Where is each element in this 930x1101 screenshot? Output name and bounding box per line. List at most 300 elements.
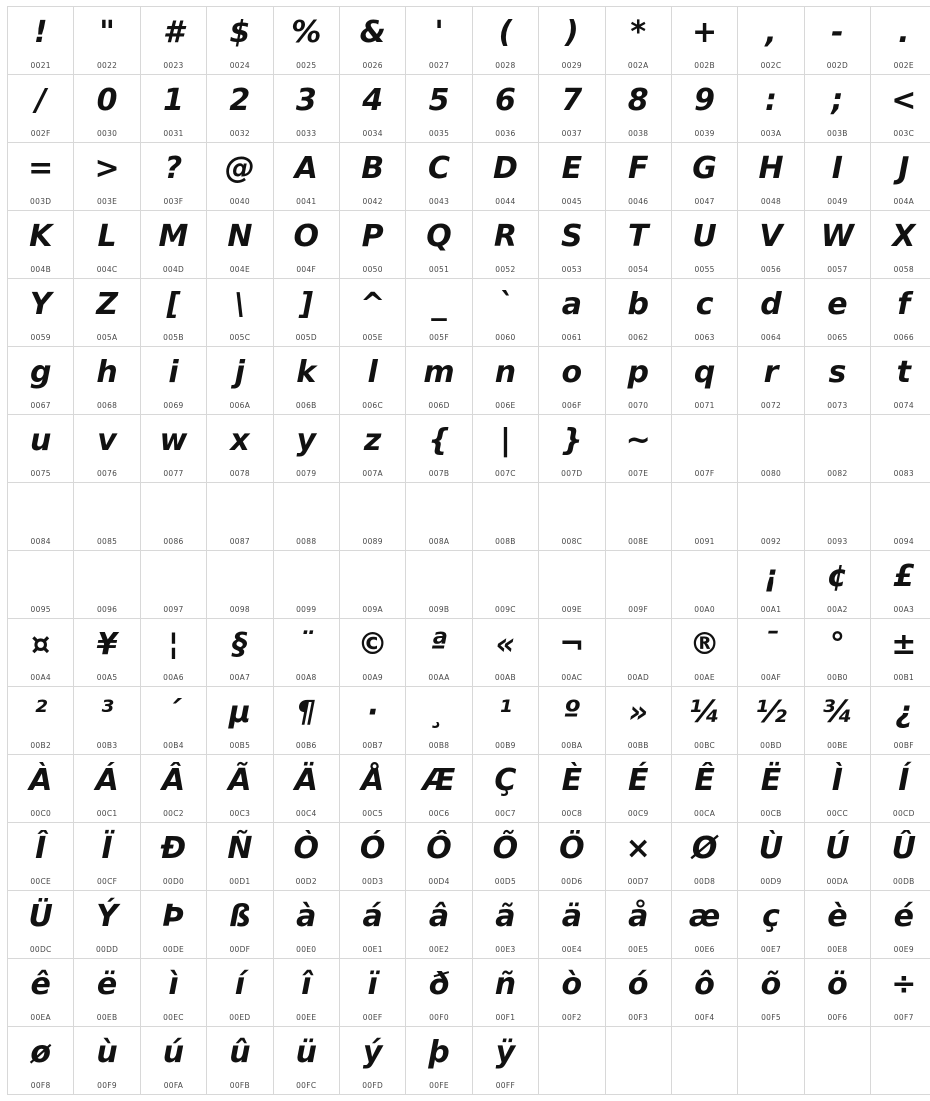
glyph-character: 8 [606,79,671,123]
glyph-cell[interactable] [8,959,74,1027]
glyph-cell[interactable] [472,1027,538,1095]
glyph-cell[interactable] [406,347,472,415]
glyph-codepoint: 00E2 [406,945,471,954]
glyph-cell[interactable] [406,211,472,279]
glyph-cell[interactable] [605,7,671,75]
glyph-cell[interactable] [8,279,74,347]
glyph-cell[interactable] [273,891,339,959]
glyph-codepoint: 0094 [871,537,930,546]
glyph-codepoint: 00D1 [207,877,272,886]
glyph-cell[interactable] [472,823,538,891]
glyph-character: ÿ [473,1031,538,1075]
glyph-cell[interactable] [406,823,472,891]
glyph-cell[interactable] [472,211,538,279]
glyph-cell[interactable] [273,687,339,755]
glyph-character [340,487,405,531]
glyph-row [8,211,930,279]
glyph-cell[interactable] [74,7,140,75]
glyph-cell[interactable] [339,551,405,619]
glyph-cell[interactable] [273,211,339,279]
glyph-cell[interactable] [8,483,74,551]
glyph-cell[interactable] [539,279,605,347]
glyph-cell[interactable] [140,415,206,483]
glyph-cell[interactable] [671,75,737,143]
glyph-cell[interactable] [8,347,74,415]
glyph-cell[interactable] [339,75,405,143]
glyph-cell[interactable] [605,347,671,415]
glyph-codepoint: 00C3 [207,809,272,818]
glyph-cell[interactable] [472,483,538,551]
glyph-cell[interactable] [605,483,671,551]
glyph-cell[interactable] [804,551,870,619]
glyph-codepoint: 00F1 [473,1013,538,1022]
glyph-codepoint: 00FF [473,1081,538,1090]
glyph-cell[interactable] [539,755,605,823]
glyph-cell[interactable] [140,279,206,347]
glyph-cell[interactable] [871,347,930,415]
glyph-codepoint: 00D3 [340,877,405,886]
glyph-codepoint: 00B7 [340,741,405,750]
glyph-character: ¨ [274,623,339,667]
glyph-codepoint: 00D4 [406,877,471,886]
glyph-cell[interactable] [804,483,870,551]
glyph-cell[interactable] [738,143,804,211]
glyph-cell[interactable] [8,143,74,211]
glyph-codepoint: 0047 [672,197,737,206]
glyph-cell[interactable] [671,687,737,755]
glyph-character: ê [8,963,73,1007]
glyph-cell[interactable] [8,415,74,483]
glyph-cell[interactable] [871,551,930,619]
glyph-character [141,555,206,599]
glyph-cell[interactable] [871,959,930,1027]
glyph-cell[interactable] [207,959,273,1027]
glyph-cell[interactable] [74,1027,140,1095]
glyph-cell[interactable] [74,483,140,551]
glyph-codepoint: 00A9 [340,673,405,682]
glyph-cell[interactable] [738,347,804,415]
glyph-cell[interactable] [804,959,870,1027]
glyph-cell[interactable] [74,687,140,755]
glyph-cell[interactable] [539,143,605,211]
glyph-cell[interactable] [539,959,605,1027]
glyph-cell[interactable] [207,891,273,959]
glyph-cell[interactable] [273,1027,339,1095]
glyph-cell[interactable] [74,279,140,347]
glyph-cell[interactable] [871,823,930,891]
glyph-cell[interactable] [339,687,405,755]
glyph-codepoint: 0027 [406,61,471,70]
glyph-cell[interactable] [605,619,671,687]
glyph-cell[interactable] [207,347,273,415]
glyph-character: B [340,147,405,191]
glyph-character: ¶ [274,691,339,735]
glyph-cell[interactable] [339,823,405,891]
glyph-cell[interactable] [406,143,472,211]
glyph-cell[interactable] [406,619,472,687]
glyph-cell[interactable] [605,143,671,211]
glyph-cell[interactable] [8,551,74,619]
glyph-character: 0 [74,79,139,123]
glyph-cell[interactable] [605,75,671,143]
glyph-cell[interactable] [871,75,930,143]
glyph-character [74,555,139,599]
glyph-cell[interactable] [472,7,538,75]
glyph-codepoint: 00B1 [871,673,930,682]
glyph-cell[interactable] [539,347,605,415]
glyph-cell[interactable] [804,823,870,891]
glyph-cell[interactable] [472,143,538,211]
glyph-cell[interactable] [339,279,405,347]
glyph-cell[interactable] [605,959,671,1027]
glyph-codepoint: 00F2 [539,1013,604,1022]
glyph-character: ä [539,895,604,939]
glyph-cell[interactable] [140,1027,206,1095]
glyph-cell[interactable] [339,1027,405,1095]
glyph-cell[interactable] [738,687,804,755]
glyph-character: á [340,895,405,939]
glyph-cell[interactable] [273,415,339,483]
glyph-cell[interactable] [140,551,206,619]
glyph-cell[interactable] [406,891,472,959]
glyph-character: \ [207,283,272,327]
glyph-cell[interactable] [207,211,273,279]
glyph-cell[interactable] [406,75,472,143]
glyph-codepoint: 0089 [340,537,405,546]
glyph-character [274,487,339,531]
glyph-cell[interactable] [406,959,472,1027]
glyph-cell[interactable] [671,823,737,891]
glyph-character: Ò [274,827,339,871]
glyph-cell[interactable] [339,211,405,279]
glyph-cell[interactable] [207,619,273,687]
glyph-cell[interactable] [8,755,74,823]
glyph-cell[interactable] [671,415,737,483]
glyph-cell[interactable] [472,75,538,143]
glyph-cell[interactable] [871,891,930,959]
glyph-cell[interactable] [539,75,605,143]
glyph-cell[interactable] [472,551,538,619]
glyph-cell[interactable] [738,7,804,75]
glyph-cell[interactable] [273,619,339,687]
glyph-cell[interactable] [605,551,671,619]
glyph-cell[interactable] [804,75,870,143]
glyph-cell[interactable] [339,7,405,75]
glyph-codepoint: 004E [207,265,272,274]
glyph-cell[interactable] [207,823,273,891]
glyph-codepoint: 0092 [738,537,803,546]
glyph-cell[interactable] [207,483,273,551]
glyph-cell[interactable] [8,823,74,891]
glyph-cell[interactable] [671,755,737,823]
glyph-cell[interactable] [207,687,273,755]
glyph-cell[interactable] [207,279,273,347]
glyph-codepoint: 00E4 [539,945,604,954]
glyph-cell[interactable] [539,823,605,891]
glyph-codepoint: 006B [274,401,339,410]
glyph-codepoint: 008A [406,537,471,546]
glyph-cell[interactable] [804,7,870,75]
glyph-codepoint: 00B4 [141,741,206,750]
glyph-cell[interactable] [207,551,273,619]
glyph-character: F [606,147,671,191]
glyph-cell[interactable] [472,619,538,687]
glyph-cell[interactable] [8,891,74,959]
glyph-cell[interactable] [74,75,140,143]
glyph-character: Î [8,827,73,871]
glyph-cell[interactable] [871,7,930,75]
glyph-cell[interactable] [140,687,206,755]
glyph-character: E [539,147,604,191]
glyph-cell[interactable] [804,891,870,959]
glyph-cell[interactable] [207,1027,273,1095]
glyph-cell[interactable] [74,959,140,1027]
glyph-cell[interactable] [406,279,472,347]
glyph-cell[interactable] [273,823,339,891]
glyph-character: J [871,147,930,191]
glyph-cell[interactable] [273,279,339,347]
glyph-cell[interactable] [273,75,339,143]
glyph-cell[interactable] [671,551,737,619]
glyph-cell[interactable] [74,823,140,891]
glyph-cell[interactable] [140,347,206,415]
glyph-cell[interactable] [671,891,737,959]
glyph-cell[interactable] [671,619,737,687]
glyph-cell[interactable] [406,1027,472,1095]
glyph-cell[interactable] [273,959,339,1027]
glyph-character: Ï [74,827,139,871]
glyph-cell[interactable] [339,483,405,551]
glyph-cell[interactable] [472,687,538,755]
glyph-cell[interactable] [140,7,206,75]
glyph-cell[interactable] [140,143,206,211]
glyph-cell[interactable] [406,483,472,551]
glyph-codepoint: 0040 [207,197,272,206]
glyph-cell[interactable] [738,755,804,823]
glyph-codepoint: 0088 [274,537,339,546]
glyph-cell[interactable] [140,959,206,1027]
glyph-cell[interactable] [8,7,74,75]
glyph-codepoint: 0061 [539,333,604,342]
glyph-cell[interactable] [140,823,206,891]
glyph-cell[interactable] [539,483,605,551]
glyph-character: o [539,351,604,395]
glyph-cell[interactable] [804,415,870,483]
glyph-character: Í [871,759,930,803]
glyph-character: M [141,215,206,259]
glyph-cell[interactable] [140,619,206,687]
glyph-codepoint: 003C [871,129,930,138]
glyph-character: ö [805,963,870,1007]
glyph-character: ~ [606,419,671,463]
glyph-character: m [406,351,471,395]
glyph-character: t [871,351,930,395]
glyph-cell[interactable] [472,755,538,823]
glyph-cell[interactable] [804,143,870,211]
glyph-cell[interactable] [74,619,140,687]
glyph-cell[interactable] [406,7,472,75]
glyph-cell[interactable] [273,483,339,551]
glyph-cell[interactable] [74,891,140,959]
glyph-character: e [805,283,870,327]
glyph-cell[interactable] [339,347,405,415]
glyph-cell[interactable] [539,7,605,75]
glyph-cell[interactable] [140,755,206,823]
glyph-cell[interactable] [207,755,273,823]
glyph-cell[interactable] [539,687,605,755]
glyph-cell[interactable] [738,415,804,483]
glyph-cell[interactable] [671,347,737,415]
glyph-cell[interactable] [871,619,930,687]
glyph-cell[interactable] [472,415,538,483]
glyph-cell[interactable] [671,483,737,551]
glyph-cell[interactable] [8,211,74,279]
glyph-cell[interactable] [738,959,804,1027]
glyph-character: Ì [805,759,870,803]
glyph-cell[interactable] [472,279,538,347]
glyph-cell[interactable] [605,279,671,347]
glyph-character: § [207,623,272,667]
glyph-cell[interactable] [273,7,339,75]
glyph-cell[interactable] [539,619,605,687]
glyph-cell[interactable] [539,891,605,959]
glyph-cell[interactable] [339,143,405,211]
glyph-character: û [207,1031,272,1075]
glyph-cell[interactable] [406,755,472,823]
glyph-cell[interactable] [871,143,930,211]
glyph-cell[interactable] [472,959,538,1027]
glyph-codepoint: 0066 [871,333,930,342]
glyph-cell[interactable] [738,279,804,347]
glyph-cell[interactable] [605,415,671,483]
glyph-cell[interactable] [671,279,737,347]
glyph-cell[interactable] [539,551,605,619]
glyph-codepoint: 0085 [74,537,139,546]
glyph-cell[interactable] [871,279,930,347]
glyph-cell[interactable] [804,211,870,279]
glyph-cell[interactable] [273,755,339,823]
glyph-cell[interactable] [273,347,339,415]
glyph-cell[interactable] [8,1027,74,1095]
glyph-character: Z [74,283,139,327]
glyph-cell[interactable] [871,483,930,551]
glyph-character: ü [274,1031,339,1075]
glyph-cell[interactable] [74,211,140,279]
glyph-cell[interactable] [671,959,737,1027]
glyph-cell[interactable] [871,211,930,279]
glyph-cell[interactable] [140,483,206,551]
glyph-cell[interactable] [8,75,74,143]
glyph-character [672,487,737,531]
glyph-cell[interactable] [605,823,671,891]
glyph-codepoint: 00A2 [805,605,870,614]
glyph-character [406,555,471,599]
glyph-cell[interactable] [8,687,74,755]
glyph-cell[interactable] [74,551,140,619]
glyph-cell[interactable] [140,211,206,279]
glyph-cell[interactable] [273,551,339,619]
glyph-codepoint: 00BA [539,741,604,750]
glyph-codepoint: 00B2 [8,741,73,750]
glyph-cell[interactable] [472,347,538,415]
glyph-cell[interactable] [671,211,737,279]
glyph-codepoint: 002C [738,61,803,70]
glyph-cell[interactable] [339,959,405,1027]
glyph-cell[interactable] [871,687,930,755]
glyph-cell[interactable] [339,415,405,483]
glyph-codepoint: 002D [805,61,870,70]
glyph-row [8,891,930,959]
glyph-cell[interactable] [339,619,405,687]
glyph-cell[interactable] [671,143,737,211]
glyph-cell[interactable] [406,551,472,619]
glyph-cell[interactable] [74,143,140,211]
glyph-cell[interactable] [738,891,804,959]
glyph-cell[interactable] [738,619,804,687]
glyph-character [805,487,870,531]
glyph-cell[interactable] [140,75,206,143]
glyph-codepoint: 00BD [738,741,803,750]
glyph-cell[interactable] [339,891,405,959]
glyph-character: Ë [738,759,803,803]
glyph-cell[interactable] [738,75,804,143]
glyph-cell[interactable] [207,415,273,483]
glyph-cell[interactable] [207,75,273,143]
glyph-cell[interactable] [804,687,870,755]
glyph-cell[interactable] [804,755,870,823]
glyph-cell[interactable] [472,891,538,959]
glyph-cell[interactable] [605,755,671,823]
glyph-cell[interactable] [273,143,339,211]
glyph-cell[interactable] [74,347,140,415]
glyph-character: ³ [74,691,139,735]
glyph-character: G [672,147,737,191]
glyph-cell[interactable] [605,211,671,279]
glyph-cell[interactable] [539,211,605,279]
glyph-codepoint: 00C0 [8,809,73,818]
glyph-cell[interactable] [804,347,870,415]
glyph-cell[interactable] [738,483,804,551]
glyph-cell[interactable] [406,415,472,483]
glyph-cell[interactable] [539,415,605,483]
glyph-cell[interactable] [74,755,140,823]
glyph-cell-blank [671,1027,737,1095]
glyph-cell[interactable] [804,279,870,347]
glyph-codepoint: 00C8 [539,809,604,818]
glyph-cell[interactable] [871,415,930,483]
glyph-cell[interactable] [605,687,671,755]
glyph-cell[interactable] [406,687,472,755]
glyph-codepoint: 004C [74,265,139,274]
glyph-cell[interactable] [207,7,273,75]
glyph-cell[interactable] [738,823,804,891]
glyph-cell[interactable] [605,891,671,959]
glyph-cell[interactable] [671,7,737,75]
glyph-cell[interactable] [804,619,870,687]
glyph-cell[interactable] [207,143,273,211]
glyph-character: ( [473,11,538,55]
glyph-cell[interactable] [339,755,405,823]
glyph-codepoint: 007E [606,469,671,478]
glyph-cell[interactable] [738,551,804,619]
glyph-cell[interactable] [8,619,74,687]
glyph-row [8,75,930,143]
glyph-cell[interactable] [74,415,140,483]
glyph-cell[interactable] [871,755,930,823]
glyph-cell[interactable] [738,211,804,279]
glyph-codepoint: 0063 [672,333,737,342]
glyph-cell[interactable] [140,891,206,959]
